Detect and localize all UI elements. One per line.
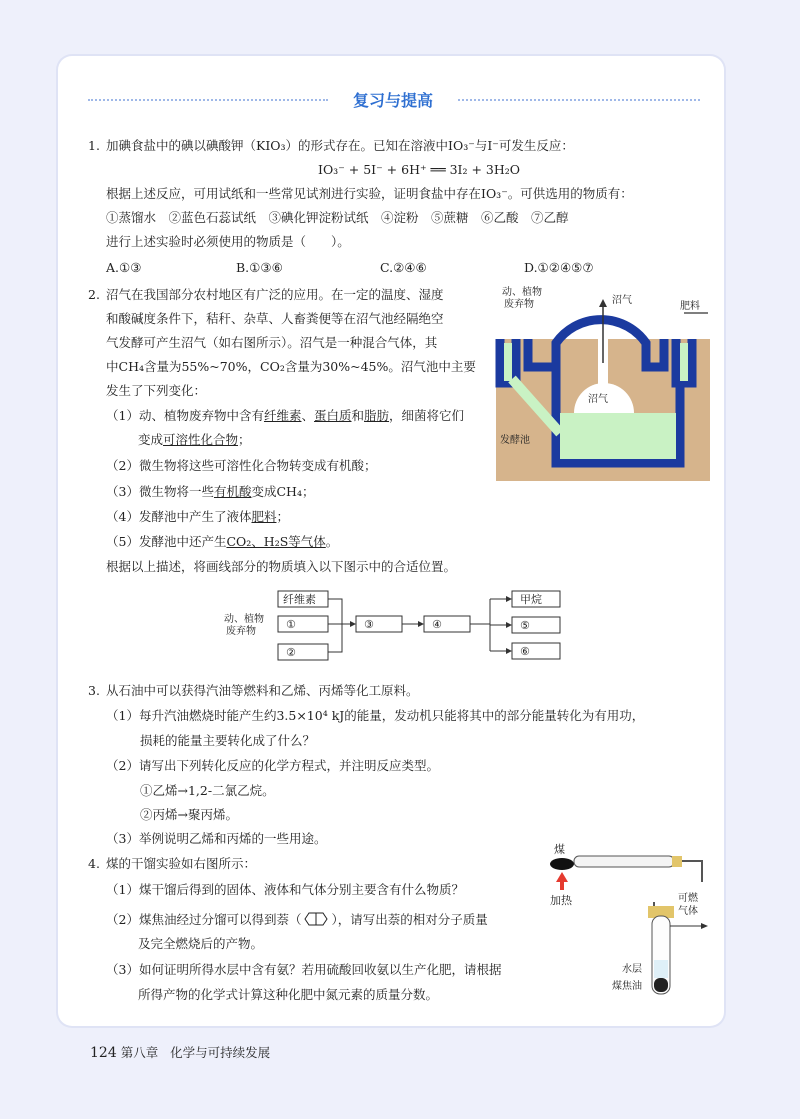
q2-step2: （2）微生物将这些可溶性化合物转变成有机酸；: [106, 458, 377, 473]
label-fertilizer: 肥料: [680, 301, 700, 312]
flow-label-3: ③: [364, 618, 374, 631]
label-digester: 发酵池: [500, 435, 530, 446]
q2-step4: （4）发酵池中产生了液体肥料；: [106, 509, 289, 524]
flow-connector-1: [328, 599, 352, 652]
section-header: [88, 90, 700, 110]
biogas-digester-figure: [494, 283, 712, 483]
q3-sub1-cont: 损耗的能量主要转化成了什么？: [140, 733, 316, 748]
q1-line4: 进行上述实验时必须使用的物质是（ ）。: [106, 234, 350, 249]
label-heat: 加热: [550, 894, 572, 907]
inlet-liquid: [504, 343, 512, 381]
q2-step5: （5）发酵池中还产生CO₂、H₂S等气体。: [106, 534, 339, 549]
page-number: 124: [90, 1045, 117, 1061]
q1-equation: IO₃⁻ + 5I⁻ + 6H⁺ ══ 3I₂ + 3H₂O: [318, 162, 521, 177]
q2-line3: 气发酵可产生沼气（如右图所示）。沼气是一种混合气体，其: [106, 335, 438, 350]
q4-sub2: （2）煤焦油经过分馏可以得到萘（ ），请写出萘的相对分子质量: [106, 912, 488, 927]
header-divider-right: [458, 99, 700, 101]
q4-sub2-cont: 及完全燃烧后的产物。: [138, 936, 264, 951]
q4-sub3: （3）如何证明所得水层中含有氨？若用硫酸回收氨以生产化肥，请根据: [106, 962, 502, 977]
page-footer: [90, 1043, 270, 1061]
flow-label-2: ②: [286, 646, 296, 659]
q1-line1: 加碘食盐中的碘以碘酸钾（KIO₃）的形式存在。已知在溶液中IO₃⁻与I⁻可发生反应：: [106, 138, 574, 153]
flow-label-5: ⑤: [520, 619, 530, 632]
flow-label-4: ④: [432, 618, 442, 631]
q1-choice-d: D.①②④⑤⑦: [524, 260, 594, 275]
naphthalene-icon: [301, 911, 331, 927]
q4-line1: 煤的干馏实验如右图所示：: [106, 856, 257, 871]
test-tube-horizontal: [574, 856, 674, 867]
q2-step1-cont: 变成可溶性化合物；: [138, 432, 251, 447]
outlet-liquid: [680, 343, 688, 381]
flow-label-methane: 甲烷: [520, 593, 542, 606]
q1-choice-c: C.②④⑥: [380, 260, 427, 275]
q4-sub1: （1）煤干馏后得到的固体、液体和气体分别主要含有什么物质？: [106, 882, 464, 897]
q4-sub3-cont: 所得产物的化学式计算这种化肥中氮元素的质量分数。: [138, 987, 439, 1002]
q2-step1: （1）动、植物废弃物中含有纤维素、蛋白质和脂肪，细菌将它们: [106, 408, 465, 423]
coal-distillation-figure: [544, 842, 714, 1002]
gas-outlet-arrowhead: [701, 923, 708, 929]
chapter-name: 化学与可持续发展: [170, 1045, 271, 1060]
flow-label-1: ①: [286, 618, 296, 631]
q1-options-list: ①蒸馏水 ②蓝色石蕊试纸 ③碘化钾淀粉试纸 ④淀粉 ⑤蔗糖 ⑥乙酸 ⑦乙醇: [106, 210, 569, 225]
q2-line4: 中CH₄含量为55%~70%，CO₂含量为30%~45%。沼气池中主要: [106, 359, 476, 374]
q4-number: 4.: [88, 856, 100, 871]
q3-sub1: （1）每升汽油燃烧时能产生约3.5×10⁴ kJ的能量，发动机只能将其中的部分能量转化为有用功，: [106, 708, 645, 723]
coal-tar: [654, 978, 668, 992]
q2-tail: 根据以上描述，将画线部分的物质填入以下图示中的合适位置。: [106, 559, 457, 574]
q3-sub2: （2）请写出下列转化反应的化学方程式，并注明反应类型。: [106, 758, 439, 773]
label-flammable-2: 气体: [678, 906, 698, 917]
flow-label-cellulose: 纤维素: [283, 593, 316, 606]
flow-box-3: [356, 616, 402, 632]
q3-line1: 从石油中可以获得汽油等燃料和乙烯、丙烯等化工原料。: [106, 683, 419, 698]
flow-box-4: [424, 616, 470, 632]
liquid: [560, 413, 676, 459]
label-animal: 动、植物: [502, 287, 542, 298]
stopper: [672, 856, 682, 867]
q2-line5: 发生了下列变化：: [106, 383, 207, 398]
label-biogas-top: 沼气: [612, 295, 632, 306]
flow-connector-3: [470, 599, 508, 651]
section-title: 复习与提高: [352, 91, 433, 110]
chapter-number: 第八章: [120, 1045, 159, 1060]
q1-choice-a: A.①③: [106, 260, 142, 275]
q3-sub2-a: ①乙烯→1,2-二氯乙烷。: [140, 783, 275, 798]
flame-arrow-icon: [556, 872, 568, 890]
q2-number: 2.: [88, 287, 100, 302]
q1-line2: 根据上述反应，可用试纸和一些常见试剂进行实验，证明食盐中存在IO₃⁻。可供选用的物质有：: [106, 186, 633, 201]
flow-label-6: ⑥: [520, 645, 530, 658]
gas-arrowhead: [599, 299, 607, 307]
header-divider-left: [88, 99, 328, 101]
q1-choice-b: B.①③⑥: [236, 260, 283, 275]
flow-source-2: 废弃物: [226, 626, 256, 637]
label-waste: 废弃物: [504, 299, 534, 310]
q1-number: 1.: [88, 138, 100, 153]
q3-sub3: （3）举例说明乙烯和丙烯的一些用途。: [106, 831, 327, 846]
label-water-layer: 水层: [622, 964, 642, 975]
q2-line1: 沼气在我国部分农村地区有广泛的应用。在一定的温度、湿度: [106, 287, 444, 302]
water-layer: [654, 960, 668, 978]
q2-step3: （3）微生物将一些有机酸变成CH₄；: [106, 484, 315, 499]
q2-line2: 和酸碱度条件下，秸秆、杂草、人畜粪便等在沼气池经隔绝空: [106, 311, 444, 326]
label-coal: 煤: [554, 843, 565, 856]
coal-sample: [550, 858, 574, 870]
q3-sub2-b: ②丙烯→聚丙烯。: [140, 807, 238, 822]
flow-diagram: [224, 588, 574, 668]
label-biogas-dome: 沼气: [588, 394, 608, 405]
label-coal-tar: 煤焦油: [612, 981, 642, 992]
q3-number: 3.: [88, 683, 100, 698]
flow-source-1: 动、植物: [224, 614, 264, 625]
label-flammable-1: 可燃: [678, 893, 698, 904]
